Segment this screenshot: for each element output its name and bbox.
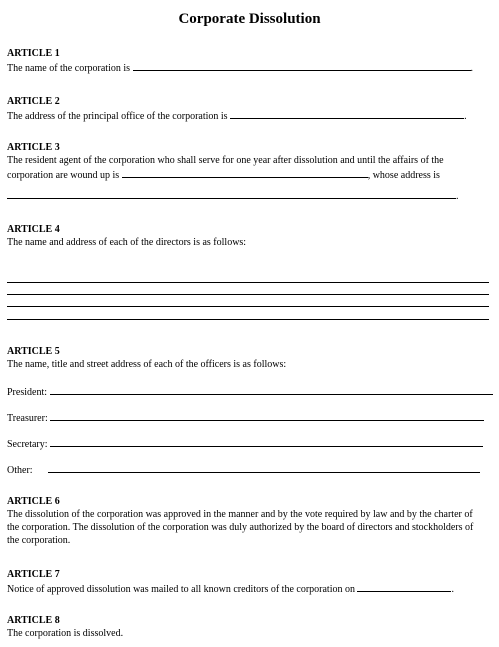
period-mark: . [456, 191, 459, 202]
officer-treasurer-row [7, 411, 484, 425]
secretary-field[interactable] [50, 437, 483, 447]
article-7-label: Notice of approved dissolution was mailed to all known creditors of the corporation on [7, 584, 355, 595]
article-2-text [7, 109, 467, 123]
article-3-line-2 [7, 168, 440, 182]
article-8-text: The corporation is dissolved. [7, 628, 124, 639]
article-5-heading: ARTICLE 5 [7, 346, 60, 357]
article-6-line-2: the corporation. The dissolution of the corporation was duly authorized by the board of directors and stockholders of [7, 522, 474, 533]
article-3-line-1: The resident agent of the corporation who shall serve for one year after dissolution and until the affairs of the [7, 155, 444, 166]
treasurer-field[interactable] [50, 411, 484, 421]
resident-agent-name-field[interactable] [122, 168, 368, 178]
article-3-line-3 [7, 189, 459, 203]
article-3-address-label: , whose address is [367, 170, 440, 181]
director-line-1[interactable] [7, 282, 489, 283]
officer-secretary-row [7, 437, 483, 451]
period-mark: . [451, 584, 454, 595]
article-4-heading: ARTICLE 4 [7, 224, 60, 235]
resident-agent-address-field[interactable] [7, 189, 456, 199]
secretary-label: Secretary: [7, 439, 48, 450]
article-3-label: corporation are wound up is [7, 170, 120, 181]
president-label: President: [7, 387, 47, 398]
period-mark: . [464, 111, 467, 122]
director-line-3[interactable] [7, 306, 489, 307]
article-8-heading: ARTICLE 8 [7, 615, 60, 626]
article-1-heading: ARTICLE 1 [7, 48, 60, 59]
article-1-label: The name of the corporation is [7, 63, 131, 74]
article-6-heading: ARTICLE 6 [7, 496, 60, 507]
document-title: Corporate Dissolution [178, 11, 321, 27]
officer-president-row [7, 385, 493, 399]
treasurer-label: Treasurer: [7, 413, 48, 424]
article-1-text [7, 61, 473, 75]
article-5-text: The name, title and street address of each of the officers is as follows: [7, 359, 287, 370]
president-field[interactable] [50, 385, 493, 395]
article-7-heading: ARTICLE 7 [7, 569, 60, 580]
article-7-text [7, 582, 454, 596]
notice-date-field[interactable] [357, 582, 451, 592]
article-6-line-3: the corporation. [7, 535, 71, 546]
other-officer-field[interactable] [48, 463, 480, 473]
article-2-heading: ARTICLE 2 [7, 96, 60, 107]
principal-office-address-field[interactable] [230, 109, 464, 119]
period-mark: . [470, 63, 474, 74]
article-2-label: The address of the principal office of the corporation is [7, 111, 228, 122]
article-3-heading: ARTICLE 3 [7, 142, 60, 153]
officer-other-row [7, 463, 480, 477]
director-line-2[interactable] [7, 294, 489, 295]
corporation-name-field[interactable] [133, 61, 471, 71]
director-line-4[interactable] [7, 319, 489, 320]
other-label: Other: [7, 465, 33, 476]
article-6-line-1: The dissolution of the corporation was approved in the manner and by the vote required by law and by the charter of [7, 509, 473, 520]
article-4-text: The name and address of each of the directors is as follows: [7, 237, 247, 248]
